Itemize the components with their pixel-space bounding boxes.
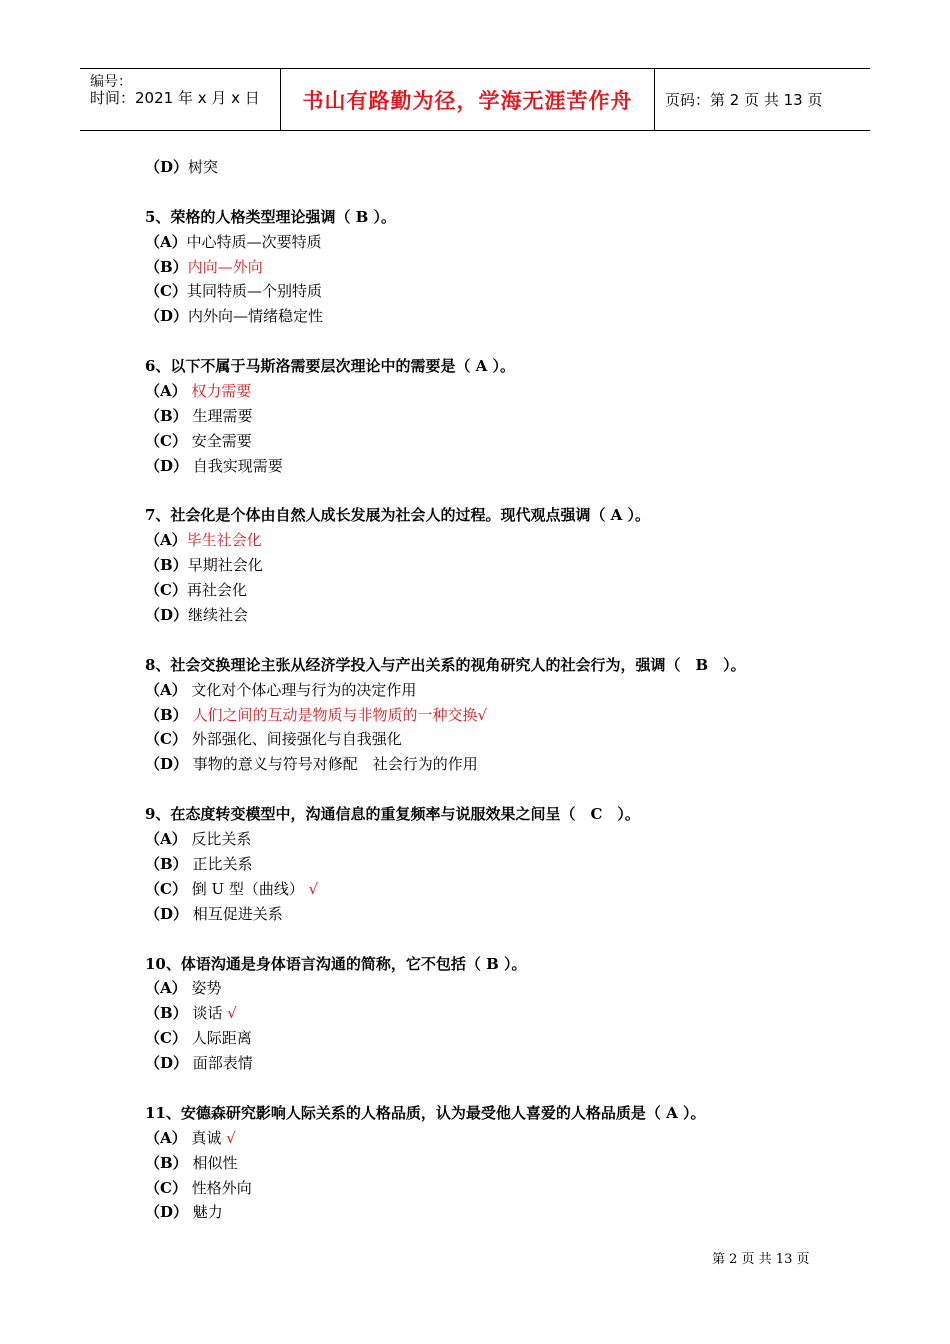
- option-item: （C）其同特质—个别特质: [145, 282, 322, 301]
- option-item: （B） 正比关系: [145, 854, 253, 873]
- option-item-answer: （B）内向—外向: [145, 257, 263, 276]
- option-item-answer: （B） 人们之间的互动是物质与非物质的一种交换√: [145, 705, 488, 724]
- number-label: 编号：: [90, 74, 132, 90]
- option-item: （D） 自我实现需要: [145, 456, 283, 475]
- time-label: 时间：2021 年 x 月 x 日: [90, 89, 260, 107]
- option-item: （B） 相似性: [145, 1153, 238, 1172]
- option-item: （D） 相互促进关系: [145, 904, 283, 923]
- page-footer: 第 2 页 共 13 页: [712, 1252, 810, 1267]
- question-stem: 5、荣格的人格类型理论强调（ B ）。: [145, 207, 397, 226]
- check-mark-icon: √: [222, 1004, 237, 1023]
- option-item: （D）内外向—情绪稳定性: [145, 307, 324, 326]
- check-mark-icon: √: [303, 879, 319, 898]
- option-item: （B）早期社会化: [145, 556, 263, 575]
- option-item: （A）中心特质—次要特质: [145, 232, 322, 251]
- option-item: （C）再社会化: [145, 581, 247, 600]
- option-item: （D）继续社会: [145, 606, 249, 625]
- option-item: （D） 魅力: [145, 1203, 223, 1222]
- option-item: （A） 文化对个体心理与行为的决定作用: [145, 680, 417, 699]
- option-item: （D）树突: [145, 158, 219, 176]
- option-item: （C） 安全需要: [145, 431, 252, 450]
- header-page-info: 页码：第 2 页 共 13 页: [665, 91, 823, 109]
- option-item: （A） 姿势: [145, 979, 222, 998]
- question-stem: 11、安德森研究影响人际关系的人格品质，认为最受他人喜爱的人格品质是（ A ）。: [145, 1103, 706, 1122]
- option-item: （A） 反比关系: [145, 830, 252, 849]
- question-stem: 9、在态度转变模型中，沟通信息的重复频率与说服效果之间呈（ C ）。: [145, 805, 640, 824]
- option-item: （C） 性格外向: [145, 1178, 252, 1197]
- option-item: （C） 人际距离: [145, 1029, 252, 1048]
- option-item-answer: （A） 真诚 √: [145, 1128, 236, 1147]
- question-list: [145, 155, 746, 1225]
- page-header: [80, 68, 870, 131]
- question-stem: 7、社会化是个体由自然人成长发展为社会人的过程。现代观点强调（ A ）。: [145, 506, 651, 525]
- option-item-answer: （A）毕生社会化: [145, 531, 262, 550]
- question-stem: 8、社会交换理论主张从经济学投入与产出关系的视角研究人的社会行为，强调（ B ）。: [145, 655, 746, 674]
- option-item-answer: （C） 倒 U 型（曲线） √: [145, 879, 319, 898]
- option-item: （B） 生理需要: [145, 406, 253, 425]
- option-item: （D） 面部表情: [145, 1054, 253, 1073]
- check-mark-icon: √: [221, 1128, 236, 1147]
- header-motto: 书山有路勤为径，学海无涯苦作舟: [281, 69, 655, 130]
- option-item: （D） 事物的意义与符号对修配 社会行为的作用: [145, 755, 478, 774]
- option-item: （C） 外部强化、间接强化与自我强化: [145, 730, 402, 749]
- question-stem: 6、以下不属于马斯洛需要层次理论中的需要是（ A ）。: [145, 357, 516, 376]
- header-meta: [80, 69, 281, 130]
- option-item-answer: （B） 谈话 √: [145, 1004, 237, 1023]
- question-stem: 10、体语沟通是身体语言沟通的简称，它不包括（ B ）。: [145, 954, 527, 973]
- option-item-answer: （A） 权力需要: [145, 382, 252, 401]
